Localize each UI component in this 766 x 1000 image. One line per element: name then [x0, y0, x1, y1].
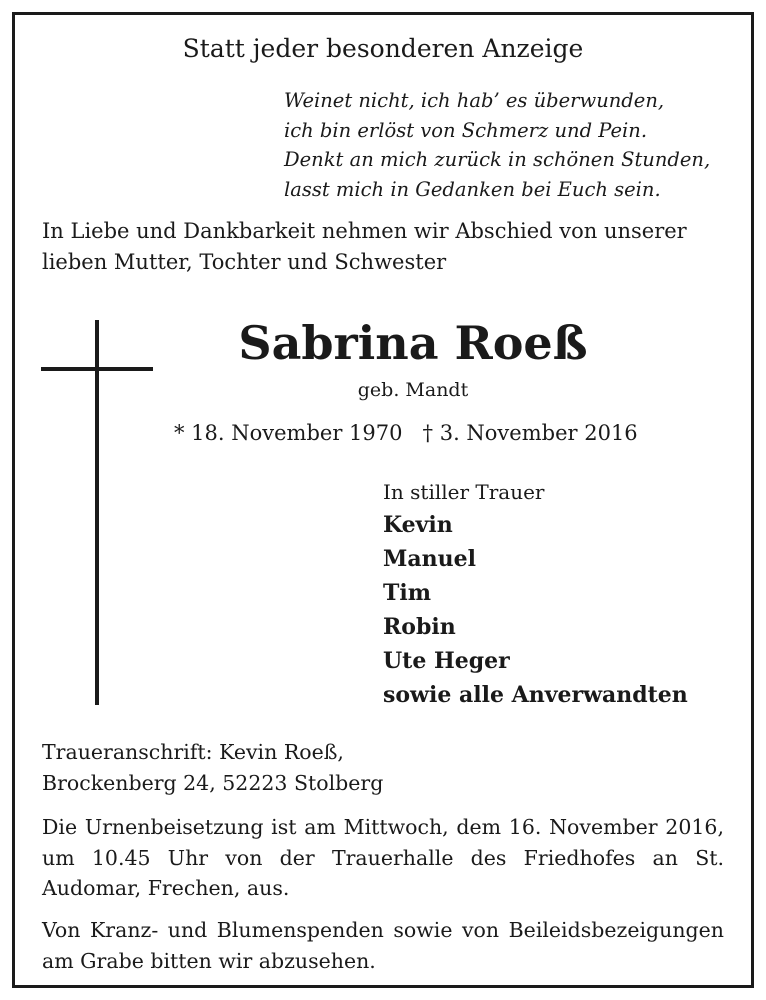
poem [284, 86, 710, 204]
poem-line: Weinet nicht, ich hab’ es überwunden, [284, 89, 665, 112]
intro-text: In Liebe und Dankbarkeit nehmen wir Abschied von unserer lieben Mutter, Tochter und Schwester [42, 219, 687, 274]
notice-heading: Statt jeder besonderen Anzeige [182, 34, 584, 63]
poem-line: lasst mich in Gedanken bei Euch sein. [284, 177, 661, 201]
mourners-intro: In stiller Trauer [383, 480, 545, 504]
mourning-address [42, 737, 724, 798]
address-line: Brockenberg 24, 52223 Stolberg [42, 770, 384, 795]
poem-line: Denkt an mich zurück in schönen Stunden, [284, 148, 711, 171]
maiden-name: geb. Mandt [357, 379, 469, 401]
cross-horizontal-bar [41, 367, 153, 371]
flowers-note: Von Kranz- und Blumenspenden sowie von Beileidsbezeigungen am Grabe bitten wir abzusehen. [42, 918, 724, 973]
mourners-list [383, 508, 688, 712]
life-dates [174, 418, 638, 448]
mourner-name: Ute Heger [383, 648, 510, 674]
mourner-name: Robin [383, 614, 456, 640]
mourner-name: sowie alle Anverwandten [383, 682, 688, 708]
death-date: † 3. November 2016 [422, 421, 638, 445]
deceased-name: Sabrina Roeß [238, 316, 588, 370]
mourner-name: Kevin [383, 512, 453, 538]
poem-line: ich bin erlöst von Schmerz und Pein. [284, 118, 648, 142]
mourner-name: Tim [383, 580, 432, 606]
ceremony-info: Die Urnenbeisetzung ist am Mittwoch, dem 16. November 2016, um 10.45 Uhr von der Trauerhalle des Friedhofes an St. Audomar, Frechen, aus. [42, 815, 724, 900]
birth-date: * 18. November 1970 [174, 421, 403, 445]
cross-vertical-bar [95, 320, 99, 705]
mourner-name: Manuel [383, 546, 476, 572]
address-line: Traueranschrift: Kevin Roeß, [42, 740, 344, 764]
